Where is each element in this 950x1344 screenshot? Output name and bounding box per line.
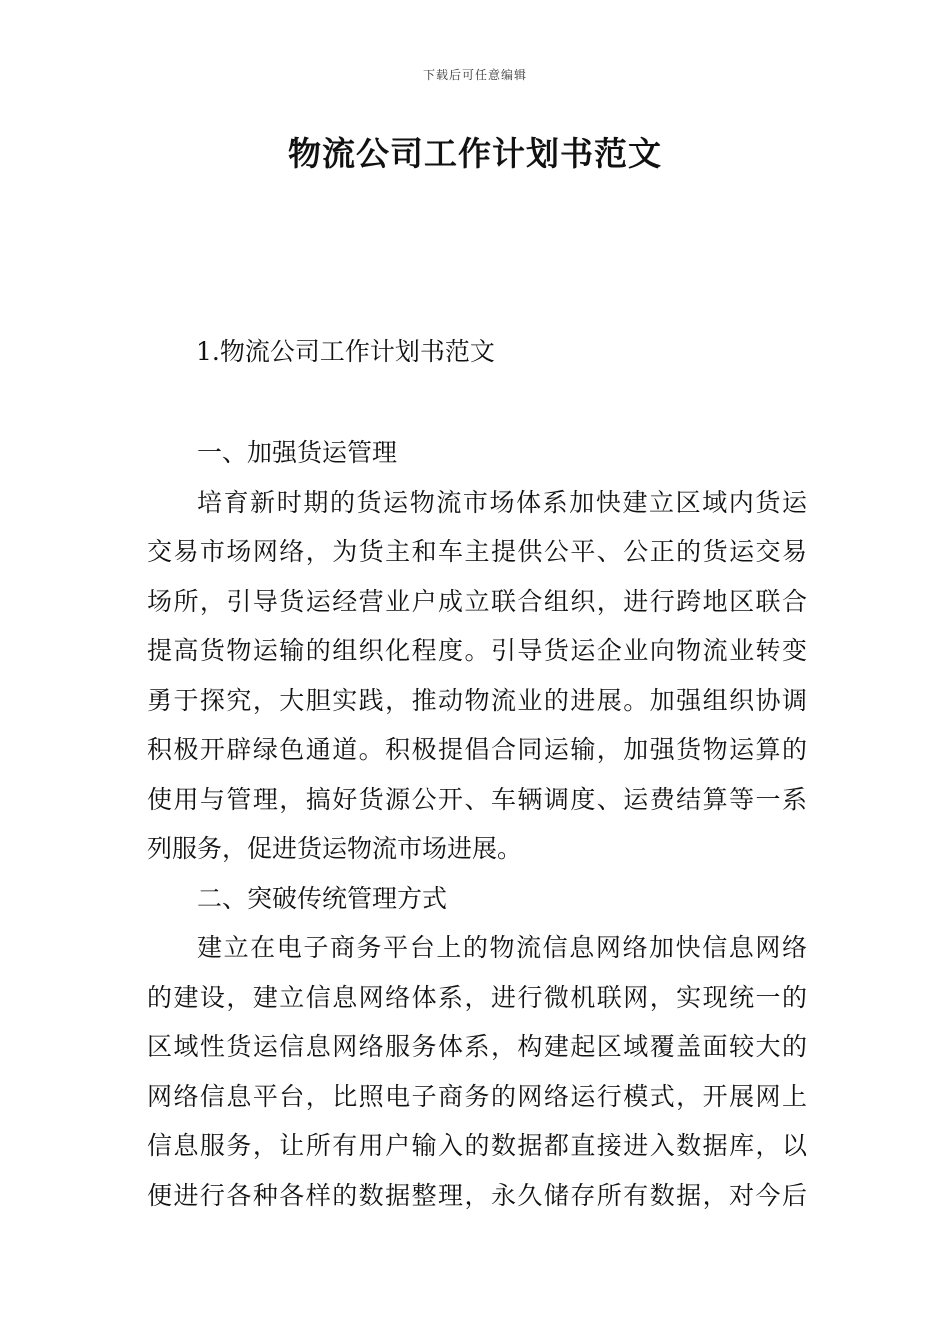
document-title: 物流公司工作计划书范文 (288, 134, 662, 173)
paragraph-1-line-6: 积极开辟绿色通道。积极提倡合同运输，加强货物运算的 (147, 735, 807, 764)
section-heading-2: 二、突破传统管理方式 (197, 883, 448, 913)
paragraph-2-line-2: 的建设，建立信息网络体系，进行微机联网，实现统一的 (147, 982, 807, 1012)
paragraph-1-line-4: 提高货物运输的组织化程度。引导货运企业向物流业转变 (147, 636, 807, 665)
section-subtitle: 1.物流公司工作计划书范文 (196, 337, 495, 366)
paragraph-1-line-2: 交易市场网络，为货主和车主提供公平、公正的货运交易 (147, 537, 807, 566)
header-note: 下载后可任意编辑 (422, 68, 527, 82)
document-body (147, 428, 807, 1220)
paragraph-2-line-1: 建立在电子商务平台上的物流信息网络加快信息网络 (197, 933, 807, 962)
paragraph-1-line-1: 培育新时期的货运物流市场体系加快建立区域内货运 (197, 487, 807, 517)
paragraph-1-line-5: 勇于探究，大胆实践，推动物流业的进展。加强组织协调 (147, 685, 807, 715)
section-heading-1: 一、加强货运管理 (197, 438, 398, 467)
paragraph-2-line-6: 便进行各种各样的数据整理，永久储存所有数据，对今后 (147, 1180, 807, 1210)
paragraph-1-line-8: 列服务，促进货运物流市场进展。 (147, 834, 523, 863)
paragraph-2-line-3: 区域性货运信息网络服务体系，构建起区域覆盖面较大的 (147, 1032, 807, 1061)
paragraph-1-line-7: 使用与管理，搞好货源公开、车辆调度、运费结算等一系 (147, 784, 807, 814)
paragraph-2-line-4: 网络信息平台，比照电子商务的网络运行模式，开展网上 (147, 1081, 807, 1111)
paragraph-2-line-5: 信息服务，让所有用户输入的数据都直接进入数据库，以 (147, 1131, 807, 1160)
paragraph-1-line-3: 场所，引导货运经营业户成立联合组织，进行跨地区联合 (147, 586, 807, 616)
